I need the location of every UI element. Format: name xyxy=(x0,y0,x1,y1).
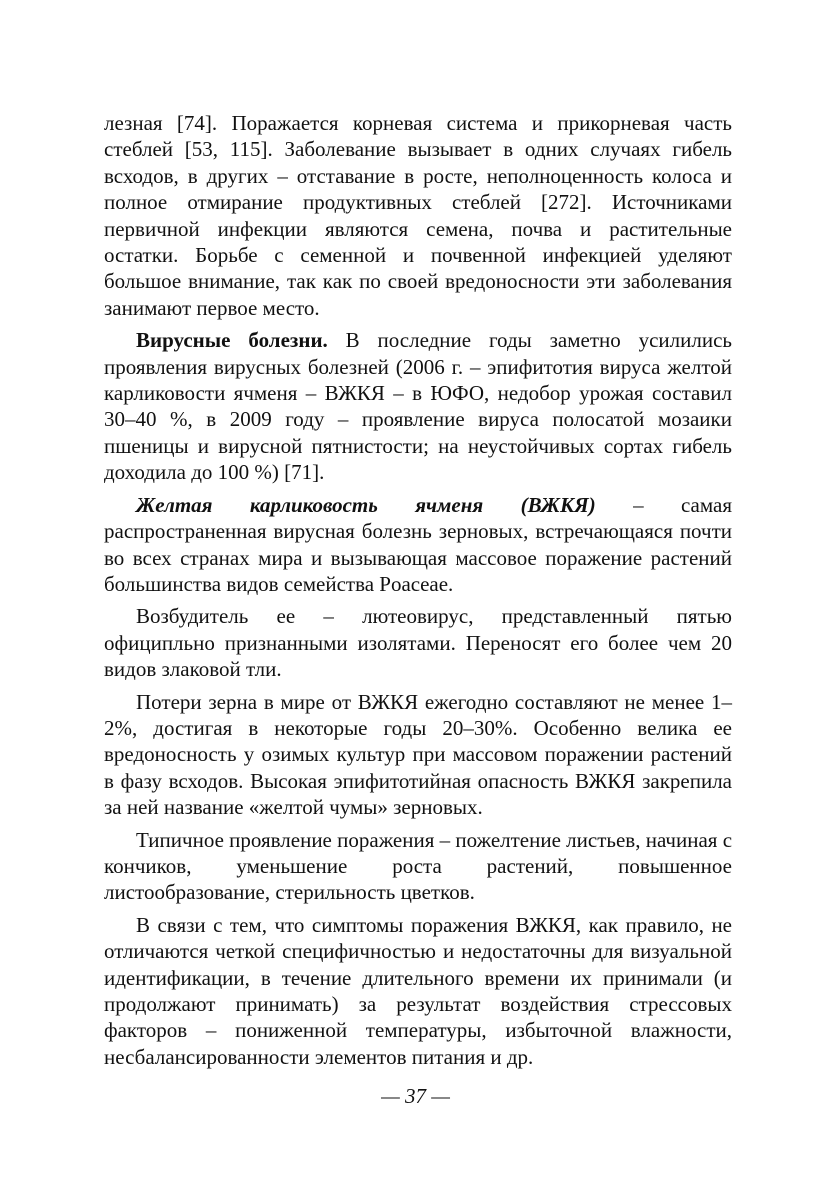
paragraph-text: В последние годы заметно усилились проявления вирусных болезней (2006 г. – эпифитотия вируса желтой карликовости ячменя – ВЖКЯ – в ЮФО, недобор урожая составил 30–40 %, в 2009 году – проявление вируса полосатой мозаики пшеницы и вирусной пятнистости; на неустойчивых сортах гибель доходила до 100 %) [71]. xyxy=(104,328,732,485)
paragraph-continuation xyxy=(104,110,732,321)
paragraph-text: В связи с тем, что симптомы поражения ВЖКЯ, как правило, не отличаются четкой специфичностью и недостаточны для визуальной идентификации, в течение длительного времени их принимали (и продолжают принимать) за результат воздействия стрессовых факторов – пониженной температуры, избыточной влажности, несбалансированности элементов питания и др. xyxy=(104,912,732,1069)
paragraph-text: Возбудитель ее – лютеовирус, представленный пятью официпльно признанными изолятами. Переносят его более чем 20 видов злаковой тли. xyxy=(104,604,732,682)
page-body xyxy=(104,110,732,1076)
paragraph-losses xyxy=(104,689,732,821)
paragraph-identification xyxy=(104,912,732,1070)
paragraph-bydv xyxy=(104,492,732,598)
page-number: — 37 — xyxy=(381,1084,450,1108)
paragraph-viral-diseases xyxy=(104,327,732,485)
paragraph-text: Потери зерна в мире от ВЖКЯ ежегодно составляют не менее 1–2%, достигая в некоторые годы 20–30%. Особенно велика ее вредоносность у озимых культур при массовом поражении растений в фазу всходов. Высокая эпифитотийная опасность ВЖКЯ закрепила за ней название «желтой чумы» зерновых. xyxy=(104,689,732,820)
paragraph-pathogen xyxy=(104,603,732,682)
paragraph-symptoms xyxy=(104,827,732,906)
paragraph-text: Типичное проявление поражения – пожелтение листьев, начиная с кончиков, уменьшение роста растений, повышенное листообразование, стерильность цветков. xyxy=(104,827,733,905)
paragraph-lead: Желтая карликовость ячменя (ВЖКЯ) xyxy=(136,492,596,517)
paragraph-lead: Вирусные болезни. xyxy=(136,328,328,353)
paragraph-text: – самая распространенная вирусная болезнь зерновых, встречающаяся почти во всех странах мира и вызывающая массовое поражение растений большинства видов семейства Poaceae. xyxy=(104,492,732,596)
paragraph-text: лезная [74]. Поражается корневая система и прикорневая часть стеблей [53, 115]. Заболевание вызывает в одних случаях гибель всходов, в других – отставание в росте, неполноценность колоса и полное отмирание продуктивных стеблей [272]. Источниками первичной инфекции являются семена, почва и растительные остатки. Борьбе с семенной и почвенной инфекцией уделяют большое внимание, так как по своей вредоносности эти заболевания занимают первое место. xyxy=(104,111,732,320)
